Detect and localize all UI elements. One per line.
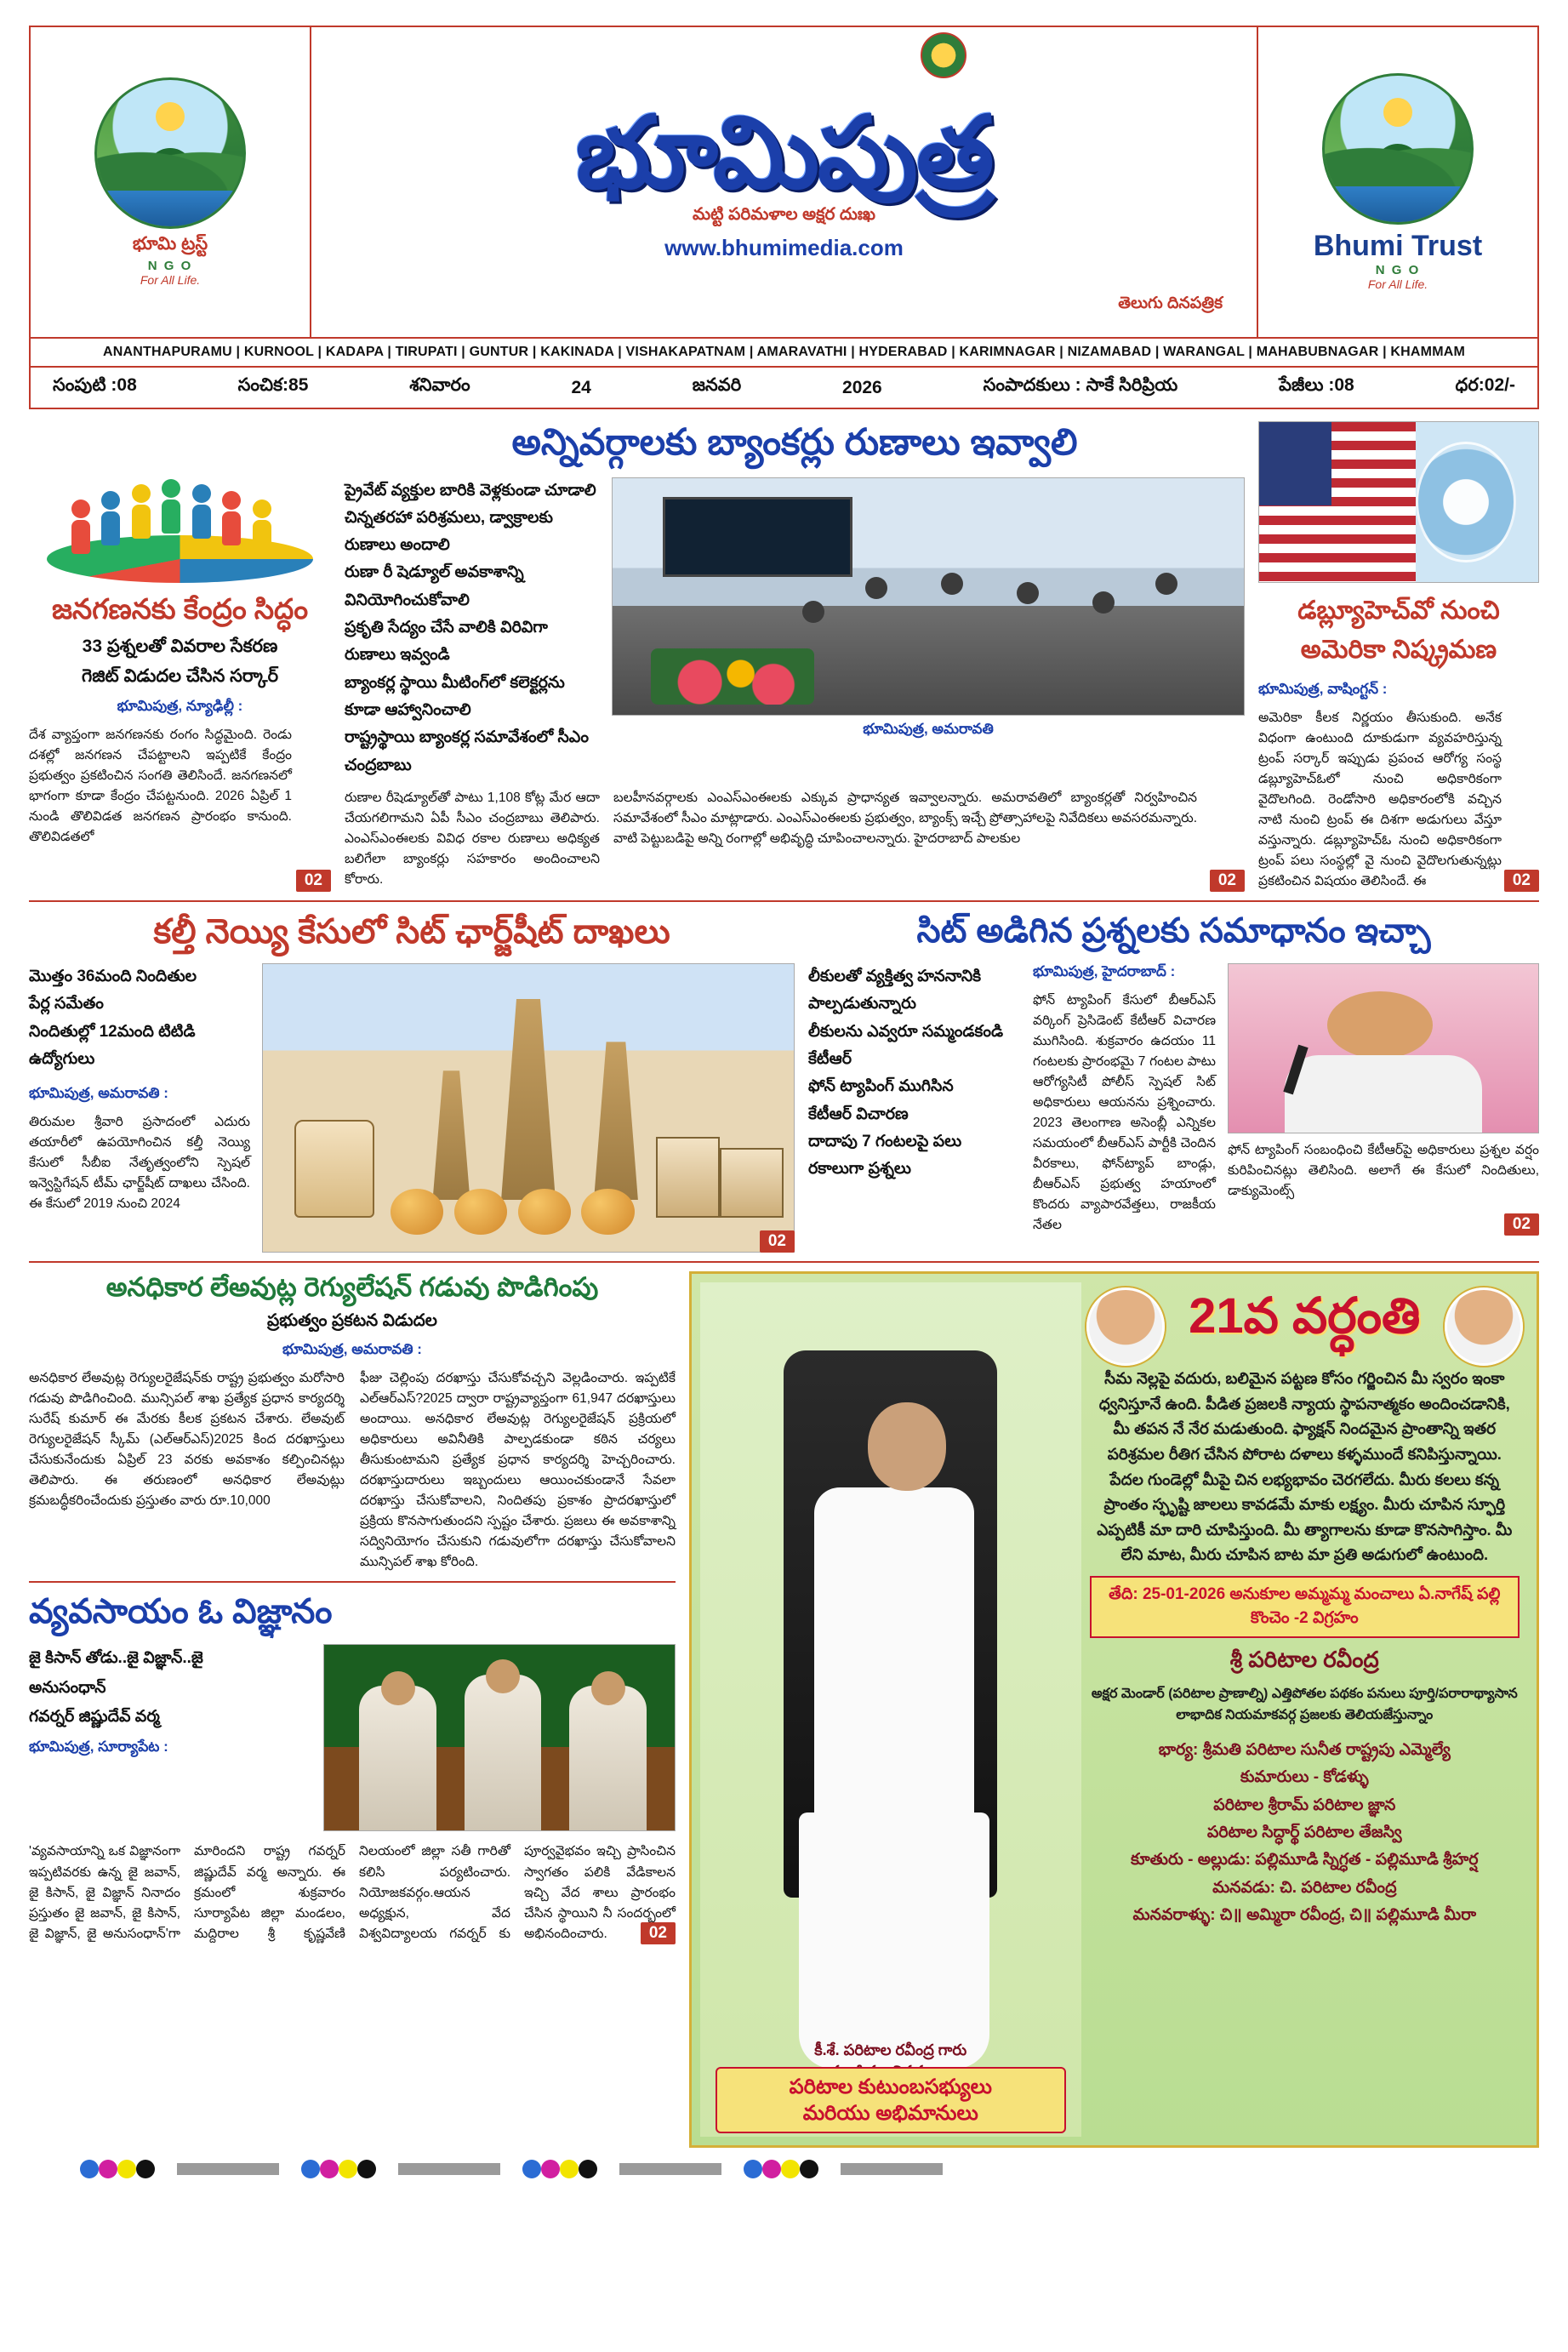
bhumi-trust-logo-icon-right: [1322, 73, 1474, 225]
sit-bullet-6: దాదాపు 7 గంటలపై పలు: [808, 1132, 962, 1150]
story-usaid: [1258, 421, 1539, 892]
logo-left: [31, 27, 311, 337]
ad-photo-area: [700, 1282, 1081, 2137]
ad-footer-band: [716, 2067, 1066, 2133]
bhumi-trust-logo-icon: [94, 77, 246, 229]
sit-bullet-4: ఫోన్ ట్యాపింగ్ ముగిసిన: [808, 1077, 954, 1096]
memorial-advertisement: [689, 1271, 1539, 2148]
census-headline: జనగణనకు కేంద్రం సిద్ధం: [51, 593, 309, 625]
bank-body-col1: రుణాల రీషెడ్యూల్‌తో పాటు 1,108 కోట్ల మేర ఆదా చేయగలిగామని ఏపీ సీఎం చంద్రబాబు తెలిపారు. ఎంఎస్ఎంఈలకు వివిధ రకాల రుణాలు అధిక్యత బలిగేలా బ్యాంకర్లు సహకారం అందించాలని కోరారు.: [345, 790, 600, 887]
usaid-headline-1: డబ్ల్యూహెచ్‌వో నుంచి: [1297, 597, 1500, 625]
bank-bullet-5: రాష్ట్రస్థాయి బ్యాంకర్ల సమావేశంలో సీఎం చంద్రబాబు: [345, 728, 589, 774]
layout-byline: భూమిపుత్ర, అమరావతి :: [282, 1341, 422, 1358]
paper-website[interactable]: www.bhumimedia.com: [664, 235, 904, 260]
row-top: [29, 421, 1539, 892]
census-body: దేశ వ్యాప్తంగా జనగణనకు రంగం సిద్ధమైంది. రెండు దశల్లో జనగణన చేపట్టాలని ఇప్పటికే కేంద్రం ప్రభుత్వం ప్రకటించిన సంగతి తెలిసిందే. జనగణనలో భాగంగా కూడా కేంద్రం చేపట్టనుంది. 2026 ఏప్రిల్ 1 నుండి తొలివిడత జనగణన ప్రారంభం కానుంది. తొలివిడతలో: [29, 728, 292, 845]
sit-byline: భూమిపుత్ర, హైదరాబాద్ :: [1033, 963, 1176, 980]
layout-body-col2: ఫీజు చెల్లింపు దరఖాస్తు చేసుకోవచ్చని వెల్లడించారు. ఇప్పటికే ఎల్ఆర్ఎస్?2025 ద్వారా రాష్ట్రవ్యాప్తంగా 61,947 దరఖాస్తులు అందాయి. అనధికార లేఅవుట్ల రెగ్యులరైజేషన్ ప్రక్రియలో అధికారులు అవినీతికి పాల్పడకుండా కఠిన చర్యలు తీసుకుంటామని ప్రత్యేక ప్రధాన కార్యదర్శి హెచ్చరించారు. దరఖాస్తుదారులు ఇబ్బందులు ఆయించకుండానే సేవలా దరఖాస్తు చేసుకోవాలని, నిందితపు ప్రకాశం ప్రాదరఖాస్తులో ప్రక్రియ కొనసాగుతుందని స్పష్టం చేశారు. ప్రజలు ఈ అవకాశాన్ని సద్వినియోగం చేసుకుని గడువులోగా దరఖాస్తు చేసుకోవాలని మున్సిపల్ శాఖ కోరింది.: [360, 1371, 676, 1570]
usaid-byline: భూమిపుత్ర, వాషింగ్టన్ :: [1258, 681, 1388, 697]
ktr-portrait-photo: [1228, 963, 1539, 1133]
ad-family-4: కూతురు - అల్లుడు: పల్లిమూడి స్నిగ్ధత - పల్లిమూడి శ్రీహర్ష: [1131, 1851, 1479, 1870]
ad-person-desc: అక్షర మెండార్ (పరిటాల ప్రాణాల్ని) ఎత్తిపోతల పథకం పనులు పూర్తి/పరారాథ్యాసాన లాభాదిక నియమాకవర్గ ప్రజలకు తెలియజేస్తున్నాం: [1091, 1686, 1518, 1723]
logo-left-tagline: For All Life.: [140, 273, 201, 287]
bank-headline: అన్నివర్గాలకు బ్యాంకర్లు రుణాలు ఇవ్వాలి: [511, 422, 1078, 463]
logo-right-ngo: N G O: [1375, 263, 1421, 277]
issue-date: 24: [571, 377, 591, 397]
print-color-bars: [29, 2148, 1539, 2194]
people-graphic-icon: [29, 421, 331, 583]
bank-bullet-4: బ్యాంకర్ల స్థాయి మీటింగ్‌లో కలెక్టర్లను కూడా ఆహ్వానించాలి: [345, 673, 565, 719]
agri-page-tag[interactable]: 02: [641, 1922, 676, 1944]
agri-governor-photo: [323, 1644, 676, 1831]
ad-text-area: [1081, 1282, 1528, 2137]
census-byline: భూమిపుత్ర, న్యూఢిల్లీ :: [117, 698, 243, 715]
ad-title: 21వ వర్ధంతి: [1189, 1288, 1421, 1344]
logo-right: [1257, 27, 1537, 337]
masthead: [29, 26, 1539, 339]
usa-flag-who-photo: [1258, 421, 1539, 583]
story-census: [29, 421, 331, 892]
paper-title: భూమిపుత్ర: [575, 97, 993, 209]
seal-icon: [921, 32, 966, 78]
bank-bullet-3: ప్రకృతి సేద్యం చేసే వాలికి విరివిగా రుణాలు ఇవ్వండి: [345, 619, 548, 665]
ad-family-5: మనవడు: చి. పరిటాల రవీంద్ర: [1212, 1878, 1397, 1897]
sit-photo-caption: ఫోన్ ట్యాపింగ్ సంబంధించి కేటీఆర్‌పై అధికారులు ప్రశ్నల వర్షం కురిపించినట్లు తెలిసింది. అలాగే ఈ కేసులో నిందితులు, డాక్యుమెంట్స్: [1228, 1143, 1539, 1199]
sit-bullet-0: లీకులతో వ్యక్తిత్వ హననానికి: [808, 968, 982, 986]
ad-family-6: మనవరాళ్ళు: చి॥ అమ్మిరా రవీంద్ర, చి॥ పల్లిమూడి మీరా: [1132, 1905, 1477, 1924]
sit-body: ఫోన్ ట్యాపింగ్ కేసులో బీఆర్ఎస్ వర్కింగ్ ప్రెసిడెంట్ కేటీఆర్ విచారణ ముగిసింది. శుక్రవారం ఉదయం 11 గంటలకు ప్రారంభమై 7 గంటల పాటు ఆరోగ్యసిటీ పోలీస్ స్పెషల్ సిట్ అధికారులు ఆయనను ప్రశ్నించారు. 2023 తెలంగాణ అసెంబ్లీ ఎన్నికల సమయంలో బీఆర్ఎస్ పార్టీకి చెందిన వీరకాలు, ఫోన్‌ట్యాప్ బాండ్లు, బీఆర్ఎస్ ప్రభుత్వ హయాంలో కొందరు వ్యాపారవేత్తలు, రాజకీయ నేతల: [1033, 993, 1216, 1233]
usaid-page-tag[interactable]: 02: [1504, 870, 1539, 892]
sit-page-tag[interactable]: 02: [1504, 1213, 1539, 1236]
ghee-sub4: ఉద్యోగులు: [29, 1050, 95, 1069]
ad-leader-portrait-2-icon: [1445, 1287, 1523, 1366]
agri-sub1: జై కిసాన్ తోడు..జై విజ్ఞాన్..జై: [29, 1649, 203, 1668]
row-bottom: [29, 1271, 1539, 2148]
ghee-sub2: పేర్ల సమేతం: [29, 995, 104, 1013]
row-middle: [29, 911, 1539, 1253]
ad-footer-line1: పరిటాల కుటుంబసభ్యులు: [789, 2075, 992, 2098]
issue-price: ధర:02/-: [1455, 375, 1515, 395]
ad-leader-portrait-1-icon: [1086, 1287, 1165, 1366]
story-bank: [345, 421, 1245, 892]
census-sub1: 33 ప్రశ్నలతో వివరాల సేకరణ: [82, 637, 278, 657]
bank-bullet-0: ప్రైవేట్ వ్యక్తుల బారికి వెళ్లకుండా చూడాలి: [345, 481, 596, 500]
ad-person-name: శ్రీ పరిటాల రవీంద్ర: [1229, 1646, 1379, 1672]
issue-volume: సంపుటి :08: [53, 375, 137, 395]
ghee-sub3: నిందితుల్లో 12మంది టిటిడి: [29, 1022, 196, 1041]
ad-family-1: కుమారులు - కోడళ్ళు: [1240, 1768, 1369, 1787]
bank-bullet-1: చిన్నతరహా పరిశ్రమలు, డ్వాక్రాలకు రుణాలు అందాలి: [345, 508, 553, 555]
sit-bullet-3: కేటీఆర్: [808, 1050, 852, 1069]
agri-byline: భూమిపుత్ర, సూర్యాపేట :: [29, 1738, 168, 1755]
ghee-body: తిరుమల శ్రీవారి ప్రసాదంలో ఎదురు తయారీలో ఉపయోగించిన కల్తీ నెయ్యి కేసులో సీబీఐ నేతృత్వంలోని స్పెషల్ ఇన్వెస్టిగేషన్ టీమ్ ఛార్జ్‌షీట్ దాఖలు చేసింది. ఈ కేసులో 2019 నుంచి 2024: [29, 1115, 250, 1212]
sit-bullets: [808, 963, 1021, 1236]
sit-bullet-2: లీకులను ఎవ్వరూ సమ్మండకండి: [808, 1022, 1004, 1041]
agri-sub3: గవర్నర్ జిష్ణుదేవ్ వర్మ: [29, 1707, 160, 1726]
bank-bullets: [345, 477, 600, 779]
logo-right-name: Bhumi Trust: [1313, 230, 1483, 262]
sit-bullet-1: పాల్పడుతున్నారు: [808, 995, 916, 1013]
issue-month: జనవరి: [692, 375, 742, 395]
issue-line: [29, 368, 1539, 409]
bank-body-col2: బలహీనవర్గాలకు ఎంఎస్ఎంఈలకు ఎక్కువ ప్రాధాన్యత ఇవ్వాలన్నారు. అమరావతిలో బ్యాంకర్లతో నిర్వహించిన సమావేశంలో సీఎం మాట్లాడారు. ఎంఎస్ఎంఈలకు ప్రభుత్వం, బ్యాంక్స్ ఇచ్చే ప్రోత్సాహాలపై నివేదికలు అవసరమన్నారు. వాటి పెట్టుబడిపై అన్ని రంగాల్లో అభివృద్ధి చూపించాలన్నారు. హైదరాబాద్ పాలకుల: [613, 790, 1197, 846]
logo-left-ngo: N G O: [147, 259, 193, 273]
ghee-headline: కల్తీ నెయ్యి కేసులో సిట్ ఛార్జ్‌షీట్ దాఖలు: [153, 913, 670, 951]
logo-left-name: భూమి ట్రస్ట్: [132, 234, 208, 254]
masthead-center: [311, 27, 1257, 337]
cities-strip: ANANTHAPURAMU | KURNOOL | KADAPA | TIRUPATI | GUNTUR | KAKINADA | VISHAKAPATNAM | AMARAVATHI | HYDERABAD | KARIMNAGAR | NIZAMABAD | WARANGAL | MAHABUBNAGAR | KHAMMAM: [29, 339, 1539, 368]
bank-page-tag[interactable]: 02: [1210, 870, 1245, 892]
agri-sub2: అనుసంధాన్: [29, 1678, 106, 1697]
paper-subtitle: మట్టి పరిమళాల అక్షర దుఃఖ: [692, 205, 875, 224]
story-sit: [808, 911, 1539, 1253]
bottom-left-column: [29, 1271, 676, 2148]
layout-headline: అనధికార లే‌అవుట్ల రెగ్యులేషన్ గడువు పొడిగింపు: [105, 1272, 599, 1303]
agri-headline: వ్యవసాయం ఓ విజ్ఞానం: [29, 1593, 333, 1631]
agri-body: 'వ్యవసాయాన్ని ఒక విజ్ఞానంగా ఇప్పటివరకు ఉన్న జై జవాన్, జై కిసాన్, జై విజ్ఞాన్ నినాదం ప్రస్తుతం జై జవాన్, జై కిసాన్, జై విజ్ఞాన్, జై అనుసంధాన్'గా మారిందని రాష్ట్ర గవర్నర్ జిష్ణుదేవ్ వర్మ అన్నారు. ఈ క్రమంలో శుక్రవారం సూర్యాపేట జిల్లా మండలం, మద్దిరాల శ్రీ కృష్ణవేణి నిలయంలో జిల్లా సతీ గారితో కలిసి పర్యటించారు. నియోజకవర్గం.ఆయన అధ్యక్షున, వేద విశ్వవిద్యాలయ గవర్నర్ కు పూర్వవైభవం ఇచ్చి ప్రాసించిన స్వాగతం పలికి వేడికాలన ఇచ్చి వేద శాలు ప్రారంభం చేసిన స్థాయిని నీ సందర్భంలో అభినందించారు.: [29, 1844, 676, 1941]
bank-meeting-photo: [612, 477, 1245, 716]
bank-bullet-2: రుణా రీ షెడ్యూల్ అవకాశాన్ని వినియోగించుకోవాలి: [345, 563, 524, 609]
story-agri: [29, 1591, 676, 1944]
usaid-headline-2: అమెరికా నిష్క్రమణ: [1300, 635, 1497, 664]
ad-family-0: భార్య: శ్రీమతి పరిటాల సునీత రాష్ట్రపు ఎమ్మెల్యే: [1158, 1741, 1451, 1760]
usaid-body: అమెరికా కీలక నిర్ణయం తీసుకుంది. అనేక విధంగా ఉంటుంది దూకుడుగా వ్యవహరిస్తున్న ట్రంప్ సర్కార్ ఇప్పుడు ప్రపంచ ఆరోగ్య సంస్థ డబ్ల్యూహెచ్ఓలో నుంచి అధికారికంగా వైదొలగింది. రెండోసారి అధికారంలోకి వచ్చిన నాటి నుంచి ట్రంప్ ఈ దిశగా అడుగులు వేస్తూ వస్తున్నారు. డబ్ల్యూహెచ్ఓ నుంచి అధికారికంగా ట్రంప్ పలు సంస్థల్లో వై నుంచి వైదొలగుతున్నట్లు ప్రకటించిన విషయం తెలిసిందే. ఈ: [1258, 711, 1502, 889]
ad-person-photo: [700, 1282, 1081, 2137]
ad-text: సీమ నెల్లపై వదురు, బలిమైన పట్టణ కోసం గర్జించిన మీ స్వరం ఇంకా ధ్వనిస్తూనే ఉంది. పీడిత ప్రజలకి న్యాయ స్థాపనాత్మకం అందించడానికి, మీ తపన నే నేర మడుతుంది. ఫ్యాక్షన్ నిందమైన ప్రాంతాన్ని ఇతర పరిశ్రమల రీతిగ చేసిన పోరాట దళాలు కళ్ళముందే కనిపిస్తున్నాయి. పేదల గుండెల్లో మీపై చిన లభ్యభావం చెరగలేదు. మీరు కలలు కన్న ప్రాంతం స్ఫృష్టి జాలలు కావడమే మాకు లక్ష్యం. మీరు చూపిన స్ఫూర్తి ఎప్పటికీ మా దారి చూపిస్తుంది. మీ త్యాగాలను కూడా కొనసాగిస్తాం. మీ లేని మాట, మీరు చూపిన బాట మా ప్రతి అడుగులో ఉంటుంది.: [1097, 1369, 1513, 1564]
story-layout: [29, 1271, 676, 1573]
ad-family-3: పరిటాల సిద్ధార్థ్ పరిటాల తేజస్వి: [1206, 1823, 1402, 1841]
sit-headline: సిట్ అడిగిన ప్రశ్నలకు సమాధానం ఇచ్చా: [916, 912, 1431, 951]
sit-bullet-5: కేటీఆర్ విచారణ: [808, 1105, 909, 1123]
issue-pages: పేజీలు :08: [1279, 375, 1354, 395]
sit-bullet-7: రకాలుగా ప్రశ్నలు: [808, 1160, 911, 1179]
ghee-byline: భూమిపుత్ర, అమరావతి :: [29, 1085, 168, 1102]
ad-caption-name: కీ.శే. పరిటాల రవీంద్ర గారు: [814, 2041, 967, 2058]
layout-sub1: ప్రభుత్వం ప్రకటన విడుదల: [267, 1311, 437, 1331]
ad-footer-line2: మరియు అభిమానులు: [802, 2101, 978, 2125]
ghee-temple-photo: [262, 963, 795, 1253]
census-page-tag[interactable]: 02: [296, 870, 331, 892]
issue-number: సంచిక:85: [237, 375, 309, 395]
ad-family-2: పరిటాల శ్రీరామ్ పరిటాల జ్ఞాన: [1213, 1795, 1396, 1814]
issue-year: 2026: [842, 377, 882, 397]
logo-right-tagline: For All Life.: [1367, 277, 1428, 291]
ghee-page-tag[interactable]: 02: [760, 1230, 795, 1253]
census-sub2: గెజిట్ విడుదల చేసిన సర్కార్: [81, 666, 279, 687]
issue-editor: సంపాదకులు : సాకే సిరిప్రియ: [983, 375, 1178, 395]
ghee-sub1: మొత్తం 36మంది నిందితుల: [29, 968, 197, 986]
layout-body-col1: అనధికార లేఅవుట్ల రెగ్యులరైజేషన్‌కు రాష్ట్ర ప్రభుత్వం మరోసారి గడువు పొడిగించింది. మున్సిపల్ శాఖ ప్రత్యేక ప్రధాన కార్యదర్శి సురేష్ కుమార్ ఈ మేరకు కీలక ప్రకటన చేశారు. లేఅవుట్ రెగ్యులరైజేషన్ స్కీమ్ (ఎల్ఆర్ఎస్)2025 కింద దరఖాస్తులు చేసుకునేందుకు ఏప్రిల్ 23 వరకు అవకాశం కల్పించినట్లు తెలిపారు. ఈ తరుణంలో అనధికార లేఅవుట్లు క్రమబద్ధీకరించేందుకు ప్రస్తుతం వారు రూ.10,000: [29, 1371, 345, 1509]
ad-band: తేది: 25-01-2026 అనుకూల అమ్మమ్మ మంచాలు ఏ.నాగేష్ పల్లి కొంచెం -2 విగ్రహం: [1090, 1576, 1520, 1638]
story-ghee: [29, 911, 795, 1253]
paper-daily-label: తెలుగు దినపత్రిక: [1118, 294, 1223, 312]
issue-day: శనివారం: [409, 375, 470, 395]
bank-photo-caption: భూమిపుత్ర, అమరావతి: [863, 720, 994, 737]
